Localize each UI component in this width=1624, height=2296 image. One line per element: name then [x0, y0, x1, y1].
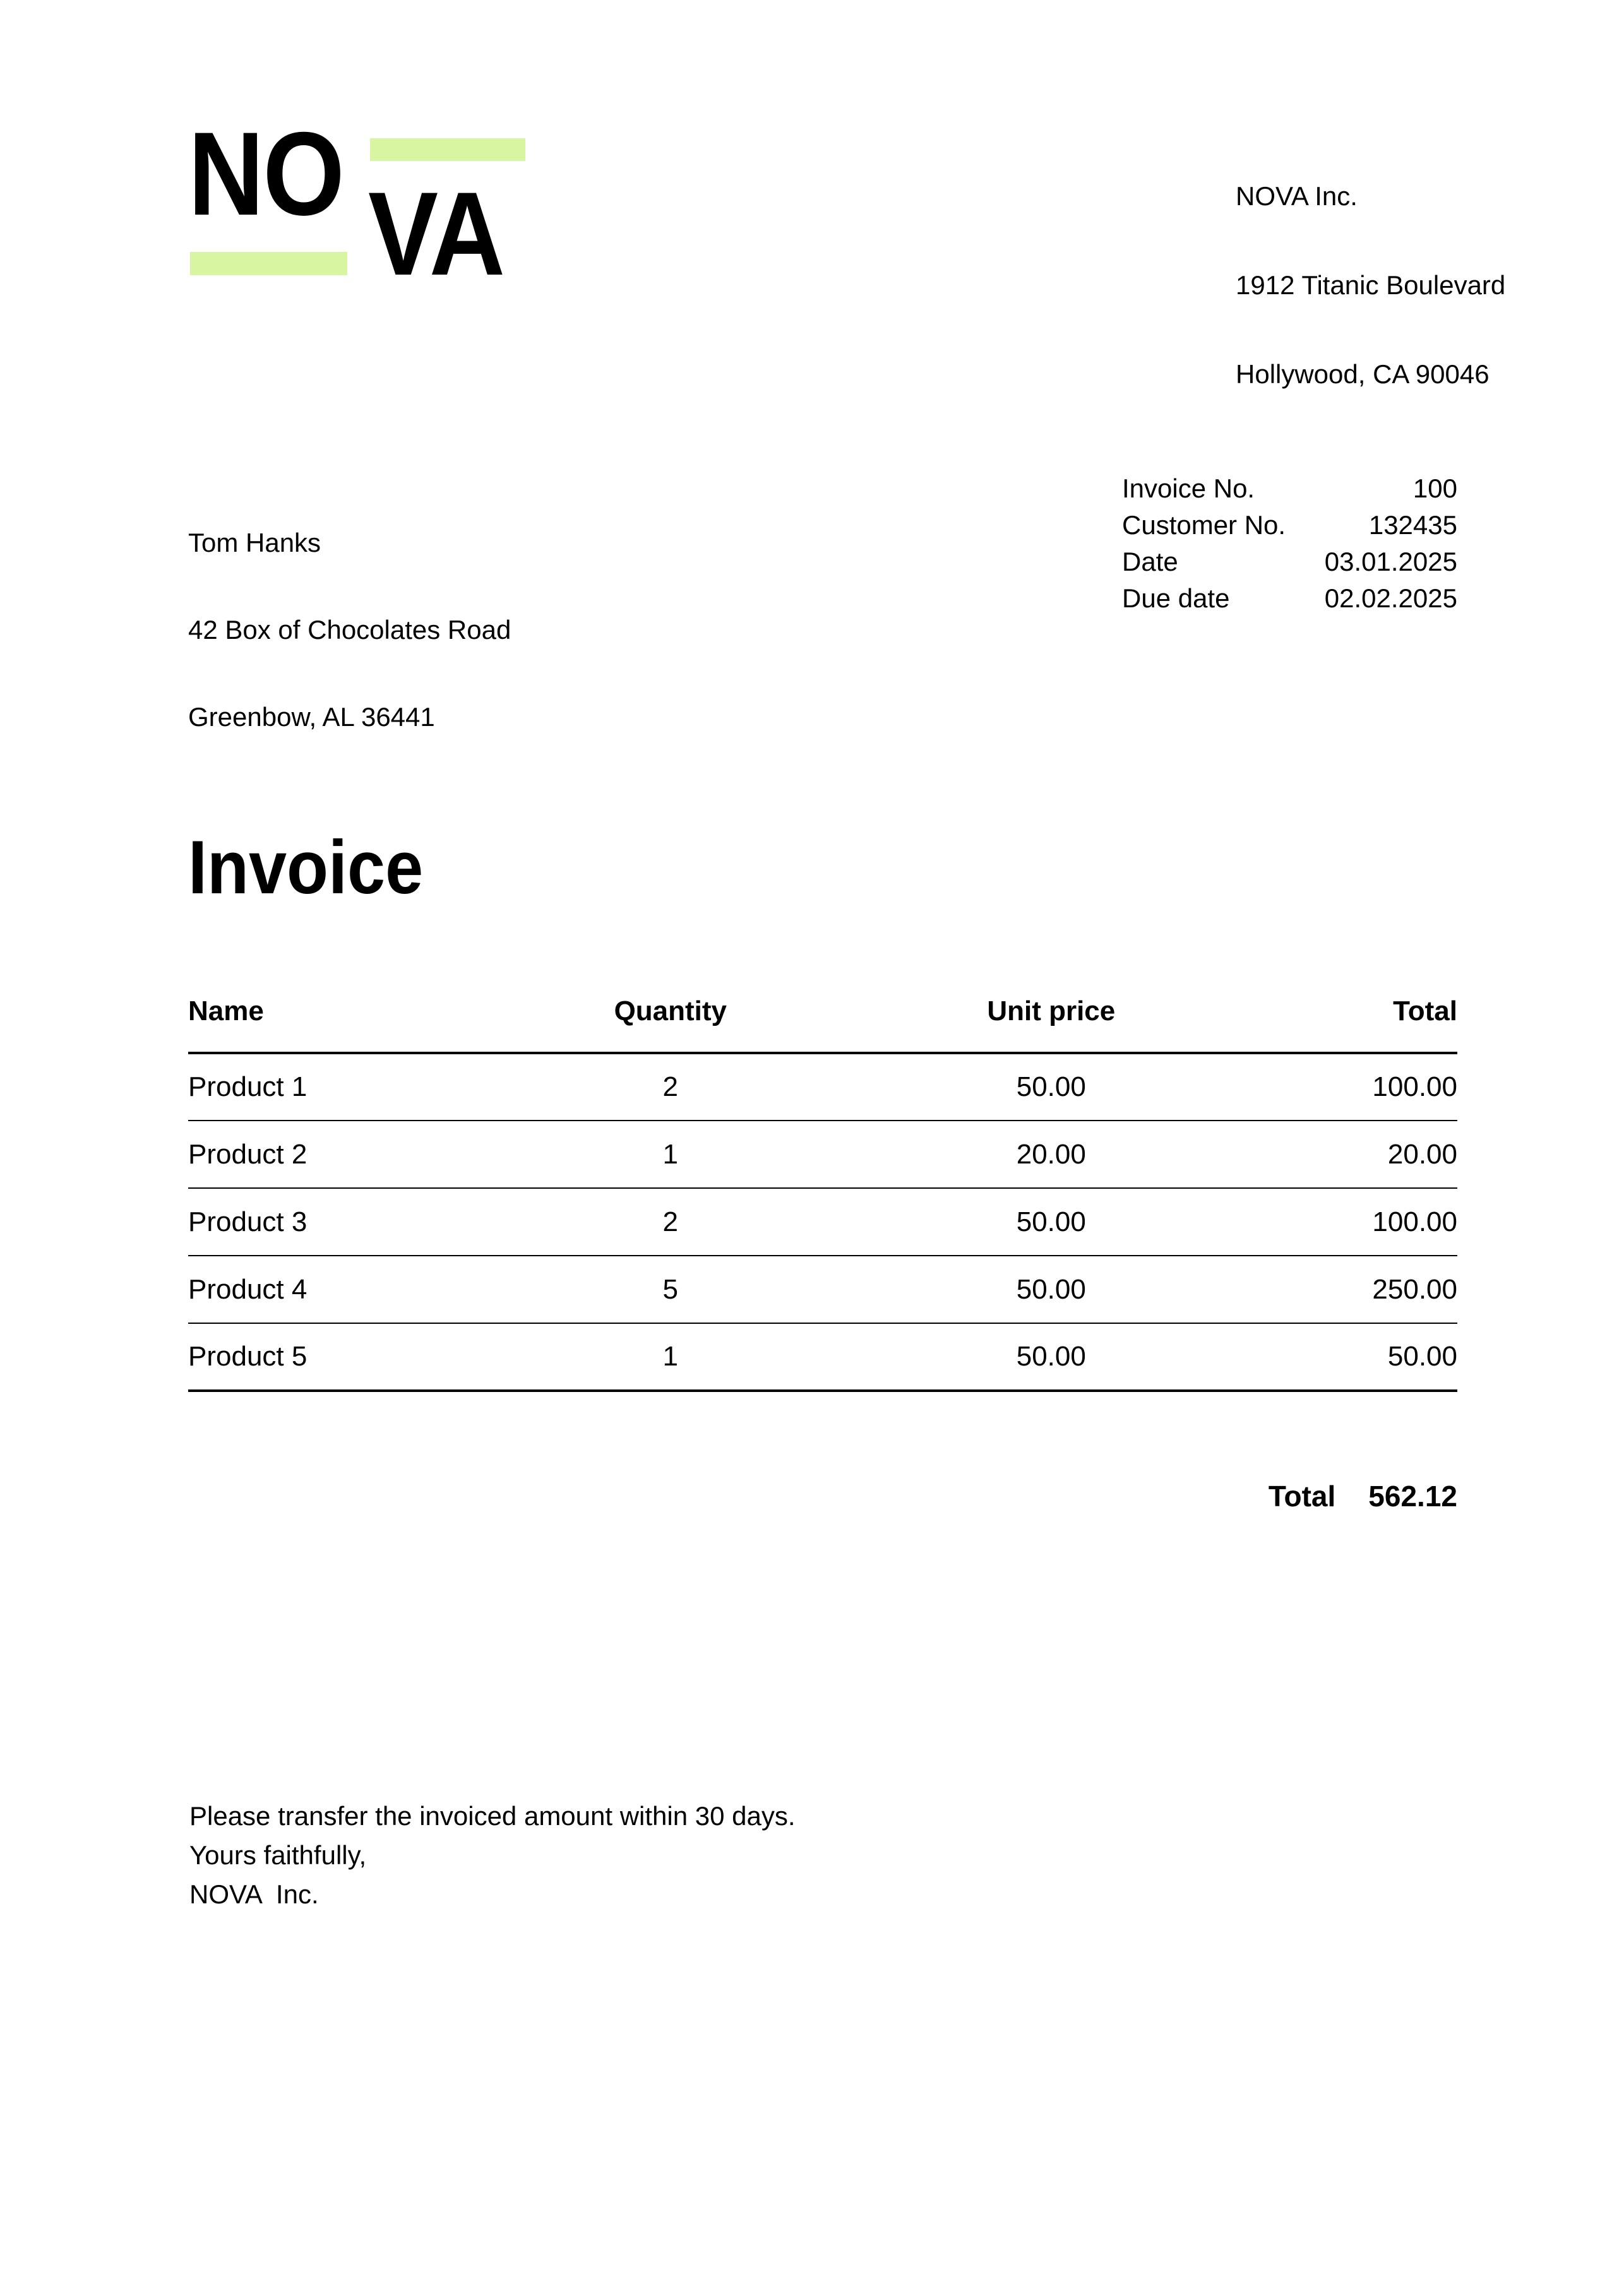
customer-address-block — [188, 470, 511, 761]
table-row — [188, 1188, 1457, 1256]
cell-quantity: 5 — [544, 1256, 797, 1323]
closing-signature: NOVA Inc. — [189, 1879, 319, 1909]
meta-row-customer-no — [1122, 507, 1457, 544]
grand-total-label: Total — [1268, 1480, 1336, 1513]
cell-name: Product 5 — [188, 1323, 544, 1391]
logo-text-va: VA — [368, 167, 505, 300]
company-address-line2: Hollywood, CA 90046 — [1236, 359, 1490, 389]
grand-total-value: 562.12 — [1368, 1480, 1457, 1513]
payment-terms-text: Please transfer the invoiced amount within 30 days. — [189, 1801, 796, 1831]
table-row — [188, 1053, 1457, 1121]
line-items-table — [188, 991, 1457, 1392]
cell-name: Product 3 — [188, 1188, 544, 1256]
cell-quantity: 2 — [544, 1188, 797, 1256]
logo-accent-bar-bottom — [190, 252, 347, 275]
grand-total-row — [1269, 1482, 1457, 1511]
cell-unit-price: 50.00 — [797, 1188, 1305, 1256]
cell-unit-price: 20.00 — [797, 1121, 1305, 1188]
meta-label: Invoice No. — [1122, 473, 1255, 503]
cell-unit-price: 50.00 — [797, 1323, 1305, 1391]
cell-name: Product 4 — [188, 1256, 544, 1323]
cell-name: Product 2 — [188, 1121, 544, 1188]
company-name: NOVA Inc. — [1236, 181, 1358, 211]
cell-name: Product 1 — [188, 1053, 544, 1121]
meta-row-date — [1122, 544, 1457, 580]
meta-row-due-date — [1122, 580, 1457, 617]
cell-total: 100.00 — [1305, 1188, 1457, 1256]
table-row — [188, 1256, 1457, 1323]
cell-total: 20.00 — [1305, 1121, 1457, 1188]
meta-value: 03.01.2025 — [1324, 547, 1457, 576]
closing-salutation: Yours faithfully, — [189, 1840, 367, 1870]
invoice-meta-block — [1122, 470, 1457, 617]
customer-name: Tom Hanks — [188, 528, 321, 557]
column-header-quantity: Quantity — [544, 991, 797, 1053]
page-title: Invoice — [188, 825, 424, 910]
column-header-unit-price: Unit price — [797, 991, 1305, 1053]
table-header-row — [188, 991, 1457, 1053]
cell-total: 50.00 — [1305, 1323, 1457, 1391]
cell-quantity: 1 — [544, 1323, 797, 1391]
column-header-name: Name — [188, 991, 544, 1053]
meta-value: 02.02.2025 — [1324, 583, 1457, 613]
cell-unit-price: 50.00 — [797, 1053, 1305, 1121]
cell-total: 250.00 — [1305, 1256, 1457, 1323]
logo-accent-bar-top — [370, 138, 525, 161]
company-address-line1: 1912 Titanic Boulevard — [1236, 270, 1506, 300]
closing-text-block — [189, 1797, 796, 1914]
customer-address-line2: Greenbow, AL 36441 — [188, 702, 435, 732]
cell-quantity: 1 — [544, 1121, 797, 1188]
meta-label: Date — [1122, 547, 1178, 576]
meta-value: 132435 — [1368, 510, 1457, 540]
table-row — [188, 1323, 1457, 1391]
cell-quantity: 2 — [544, 1053, 797, 1121]
logo-text-no: NO — [188, 107, 344, 240]
meta-row-invoice-no — [1122, 470, 1457, 507]
meta-label: Due date — [1122, 583, 1230, 613]
company-address-block — [1236, 122, 1505, 419]
cell-unit-price: 50.00 — [797, 1256, 1305, 1323]
customer-address-line1: 42 Box of Chocolates Road — [188, 615, 511, 645]
cell-total: 100.00 — [1305, 1053, 1457, 1121]
company-logo — [188, 107, 567, 300]
meta-value: 100 — [1412, 473, 1457, 503]
table-row — [188, 1121, 1457, 1188]
meta-label: Customer No. — [1122, 510, 1286, 540]
column-header-total: Total — [1305, 991, 1457, 1053]
